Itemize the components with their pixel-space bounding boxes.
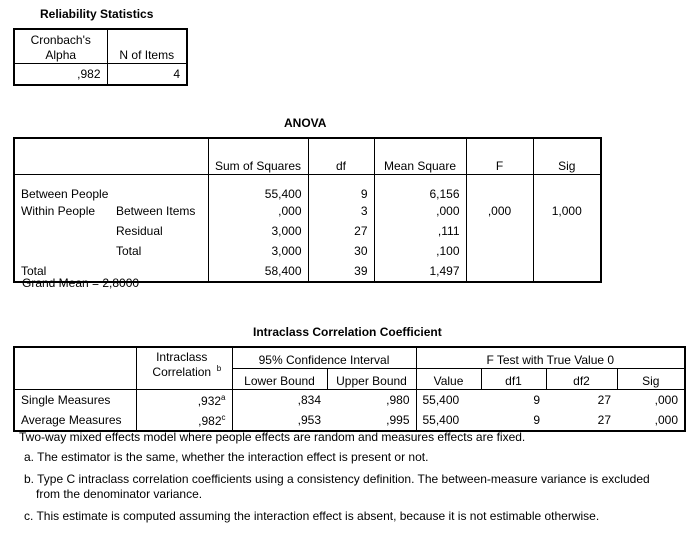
cell: Between Items [110,201,208,221]
cell: ,111 [374,221,466,241]
cell: 1,497 [374,261,466,282]
subheader: df1 [481,369,546,390]
footnote: b. Type C intraclass correlation coefficients using a consistency definition. The between-measure variance is excluded from the denominator variance. [24,472,650,501]
cell: Total [110,241,208,261]
cell: 30 [308,241,374,261]
cell-label: Average Measures [14,410,136,431]
cell-v: 55,400 [422,393,460,407]
cell: 3,000 [208,221,308,241]
cell: 39 [308,261,374,282]
table-row [14,201,601,221]
cell: 27 [308,221,374,241]
cell-df1: 9 [533,393,540,407]
header-ms: Mean Square [374,138,466,174]
cell [466,241,533,261]
cell [14,241,110,261]
icc-title: Intraclass Correlation Coefficient [253,325,442,339]
cell-lb: ,834 [297,393,321,407]
subheader: Value [416,369,481,390]
header-icc: Intraclass Correlation [152,350,212,379]
cell: ,100 [374,241,466,261]
cell: Residual [110,221,208,241]
alpha-value: ,982 [14,63,107,85]
cell [533,241,601,261]
table-row [14,390,685,411]
reliability-title: Reliability Statistics [40,7,154,21]
cell [110,174,208,201]
cell-lb: ,953 [297,413,321,427]
cell: 58,400 [208,261,308,282]
cell: Between People [21,187,109,201]
cell: 9 [308,174,374,201]
cell-icc: ,982$^c$ [136,410,232,431]
cell: ,000 [466,201,533,221]
grand-mean-note: Grand Mean = 2,8000 [22,276,140,290]
header-ci: 95% Confidence Interval [232,347,416,369]
footnote: Two-way mixed effects model where people effects are random and measures effects are fixed. [19,430,526,444]
cell: Within People [21,204,96,218]
cell: 55,400 [208,174,308,201]
subheader: df2 [546,369,617,390]
cell: 1,000 [551,204,582,218]
items-value: 4 [173,66,180,81]
table-row [14,410,685,431]
cell [533,174,601,201]
header-alpha: Cronbach's Alpha [14,29,107,63]
footnote: a. The estimator is the same, whether the interaction effect is present or not. [24,450,429,464]
cell-df2: 27 [597,393,611,407]
cell-ub: ,980 [327,390,416,411]
cell-sig: ,000 [654,413,678,427]
header-f: F [466,138,533,174]
footnote-marker: c [221,412,226,422]
cell [466,174,533,201]
cell [466,221,533,241]
footnote-b-marker: b [216,364,222,373]
cell [533,221,601,241]
cell: 6,156 [374,174,466,201]
cell [466,261,533,282]
cell: ,000 [208,201,308,221]
anova-title: ANOVA [284,116,327,130]
footnote-marker: a [221,392,226,402]
cell-df1: 9 [533,413,540,427]
cell: Total [21,264,47,278]
anova-table [13,137,602,283]
reliability-table [13,28,188,86]
subheader: Lower Bound [232,369,327,390]
table-row [14,221,601,241]
cell-label: Single Measures [14,390,136,411]
cell-df2: 27 [597,413,611,427]
icc-table [13,346,686,432]
cell [14,221,110,241]
header-ftest: F Test with True Value 0 [416,347,685,369]
header-sig: Sig [533,138,601,174]
header-items: N of Items [107,29,187,63]
table-row [14,241,601,261]
header-df: df [308,138,374,174]
cell-icc: ,932$^a$ [136,390,232,411]
cell-v: 55,400 [422,413,460,427]
footnote: c. This estimate is computed assuming the interaction effect is absent, because it is not estimable otherwise. [24,509,600,523]
subheader: Upper Bound [327,369,416,390]
cell: 3,000 [208,241,308,261]
cell-ub: ,995 [327,410,416,431]
cell: ,000 [374,201,466,221]
table-row [14,174,601,201]
cell: 3 [308,201,374,221]
header-ss: Sum of Squares [208,138,308,174]
cell-sig: ,000 [654,393,678,407]
cell [533,261,601,282]
subheader: Sig [617,369,685,390]
